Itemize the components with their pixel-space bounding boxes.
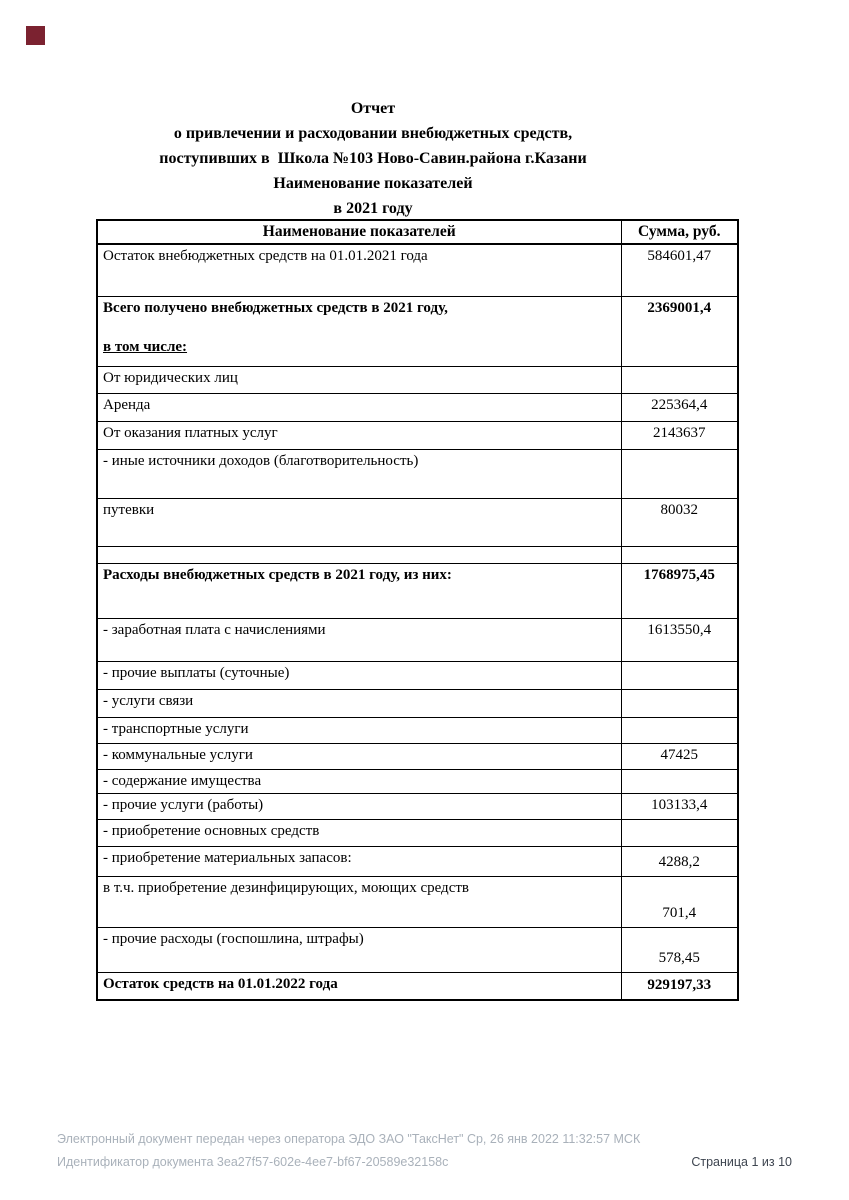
edo-transfer-line: Электронный документ передан через оператора ЭДО ЗАО "ТаксНет" Ср, 26 янв 2022 11:32:57 МСК — [57, 1132, 641, 1146]
edo-footer-text — [57, 1128, 640, 1174]
table-row — [97, 661, 738, 689]
row-value — [621, 819, 738, 846]
row-value: 1768975,45 — [621, 563, 738, 618]
table-row — [97, 449, 738, 498]
row-value — [621, 717, 738, 743]
title-line-2: о привлечении и расходовании внебюджетных средств, — [173, 125, 573, 142]
row-label: Всего получено внебюджетных средств в 2021 году, в том числе: — [97, 296, 621, 366]
row-label: - прочие выплаты (суточные) — [97, 661, 621, 689]
table-row — [97, 717, 738, 743]
title-line-1: Отчет — [350, 100, 396, 117]
row-label: - заработная плата с начислениями — [97, 618, 621, 661]
row-value: 578,45 — [621, 927, 738, 972]
row-label: Расходы внебюджетных средств в 2021 году, из них: — [97, 563, 621, 618]
table-row — [97, 927, 738, 972]
table-row — [97, 546, 738, 563]
row-value: 584601,47 — [621, 244, 738, 296]
row-value — [621, 689, 738, 717]
table-row — [97, 793, 738, 819]
header-indicator-name: Наименование показателей — [97, 220, 621, 244]
page-number: Страница 1 из 10 — [691, 1155, 792, 1169]
header-sum-rub: Сумма, руб. — [621, 220, 738, 244]
row-value: 4288,2 — [621, 846, 738, 876]
document-footer — [57, 1128, 792, 1174]
table-row — [97, 972, 738, 1000]
row-label: Остаток средств на 01.01.2022 года — [97, 972, 621, 1000]
report-table — [96, 219, 739, 1001]
corner-mark — [26, 26, 45, 45]
row-label: - услуги связи — [97, 689, 621, 717]
row-label: - прочие услуги (работы) — [97, 793, 621, 819]
table-row — [97, 393, 738, 421]
row-value: 1613550,4 — [621, 618, 738, 661]
title-line-4: Наименование показателей — [273, 175, 473, 192]
table-row — [97, 846, 738, 876]
table-row — [97, 563, 738, 618]
table-row — [97, 743, 738, 769]
document-id-line: Идентификатор документа 3ea27f57-602e-4ee7-bf67-20589e32158c — [57, 1155, 449, 1169]
row-label: - содержание имущества — [97, 769, 621, 793]
row-value: 225364,4 — [621, 393, 738, 421]
table-row — [97, 366, 738, 393]
row-value — [621, 661, 738, 689]
title-line-5: в 2021 году — [333, 200, 413, 217]
row-label: Аренда — [97, 393, 621, 421]
row-value — [621, 366, 738, 393]
row-value: 103133,4 — [621, 793, 738, 819]
row-value: 47425 — [621, 743, 738, 769]
table-row — [97, 421, 738, 449]
row-value — [621, 546, 738, 563]
row-label: От юридических лиц — [97, 366, 621, 393]
table-row — [97, 689, 738, 717]
report-title — [95, 96, 651, 221]
table-row — [97, 769, 738, 793]
row-label: Остаток внебюджетных средств на 01.01.2021 года — [97, 244, 621, 296]
table-row — [97, 498, 738, 546]
row-label — [97, 546, 621, 563]
row-value: 80032 — [621, 498, 738, 546]
row-label: - иные источники доходов (благотворительность) — [97, 449, 621, 498]
row-value — [621, 769, 738, 793]
row-value: 2143637 — [621, 421, 738, 449]
table-row — [97, 819, 738, 846]
row-label: - коммунальные услуги — [97, 743, 621, 769]
row-label: в т.ч. приобретение дезинфицирующих, моющих средств — [97, 876, 621, 927]
title-line-3: поступивших в Школа №103 Ново-Савин.района г.Казани — [159, 150, 587, 167]
table-row — [97, 244, 738, 296]
row-value: 2369001,4 — [621, 296, 738, 366]
table-row — [97, 876, 738, 927]
table-header-row — [97, 220, 738, 244]
row-label: - приобретение материальных запасов: — [97, 846, 621, 876]
table-row — [97, 296, 738, 366]
row-label: - транспортные услуги — [97, 717, 621, 743]
row-label: путевки — [97, 498, 621, 546]
row-value — [621, 449, 738, 498]
row-label: - приобретение основных средств — [97, 819, 621, 846]
row-value: 929197,33 — [621, 972, 738, 1000]
row-label: - прочие расходы (госпошлина, штрафы) — [97, 927, 621, 972]
row-value: 701,4 — [621, 876, 738, 927]
table-row — [97, 618, 738, 661]
row-label: От оказания платных услуг — [97, 421, 621, 449]
